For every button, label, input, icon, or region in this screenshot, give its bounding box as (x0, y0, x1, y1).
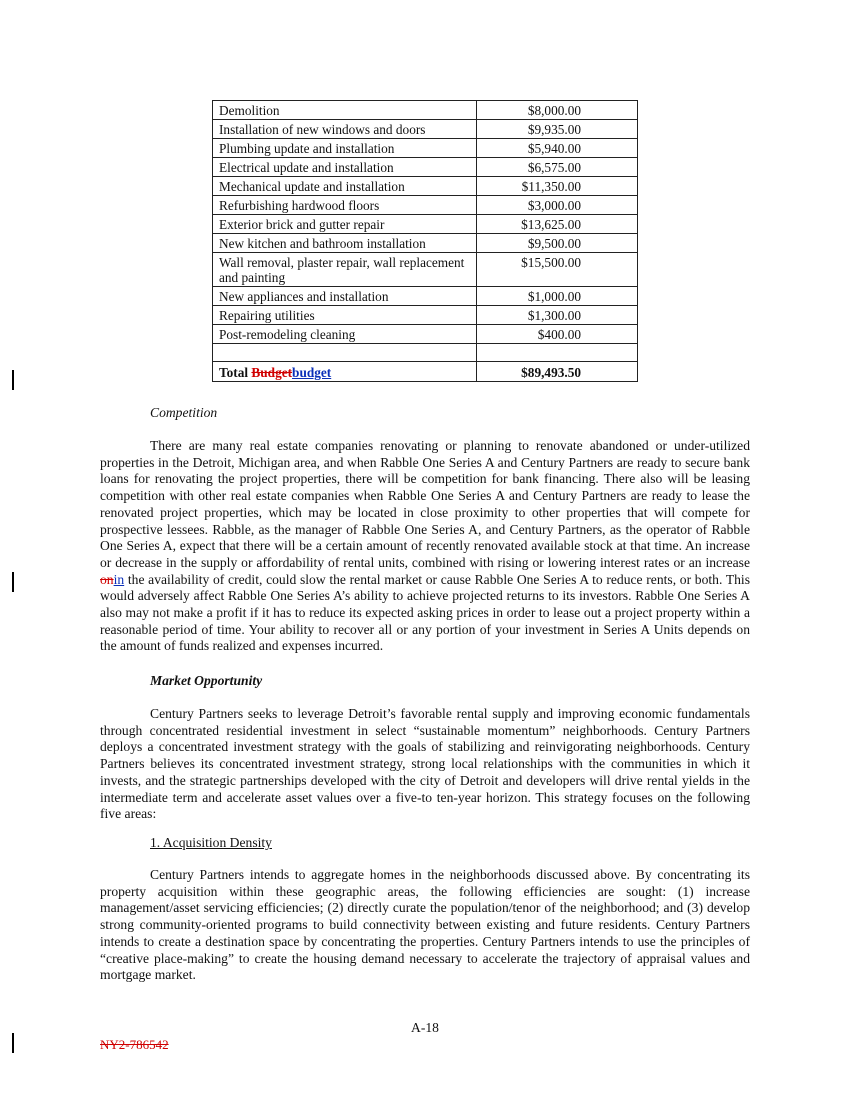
budget-amount: $1,000.00 (477, 287, 638, 306)
document-id: NY2-786542 (100, 1037, 169, 1052)
market-opportunity-paragraph: Century Partners seeks to leverage Detroit’s favorable rental supply and improving economic fundamentals through concentrated residential investment in select “sustainable momentum” neighborhoods. Century Partners deploys a concentrated investment strategy with the goals of stabilizing and reinvigorating neighborhoods. Century Partners believes its concentrated investment strategy, strong local relationships with the communities in which it invests, and the strategic partnerships developed with the city of Detroit and developers will drive rental yields in the intermediate term and accelerate asset values over a five-to ten-year horizon. This strategy focuses on the following five areas: (100, 706, 750, 822)
competition-heading: Competition (150, 405, 218, 420)
budget-amount: $15,500.00 (477, 253, 638, 287)
paragraph-text: the availability of credit, could slow the rental market or cause Rabble One Series A to reduce rents, or both. This would adversely affect Rabble One Series A’s ability to achieve projected returns to its investors. Rabble One Series A also may not make a profit if it has to reduce its expected asking prices in order to lease out a project property within a reasonable period of time. Your ability to recover all or any portion of your investment in Series A Units depends on the amount of funds realized and expenses incurred. (100, 571, 750, 654)
total-label: Total (219, 365, 252, 380)
change-bar (12, 572, 14, 592)
table-row (213, 234, 638, 253)
table-cell (213, 344, 477, 362)
page-number: A-18 (411, 1020, 439, 1035)
table-row-blank (213, 344, 638, 362)
budget-amount: $1,300.00 (477, 306, 638, 325)
budget-item: Installation of new windows and doors (213, 120, 477, 139)
budget-amount: $5,940.00 (477, 139, 638, 158)
table-row (213, 177, 638, 196)
inserted-text: budget (292, 365, 332, 380)
budget-item: Post-remodeling cleaning (213, 325, 477, 344)
budget-item: Demolition (213, 101, 477, 120)
table-row (213, 139, 638, 158)
table-row (213, 215, 638, 234)
table-row (213, 158, 638, 177)
table-row (213, 101, 638, 120)
table-row (213, 306, 638, 325)
competition-paragraph (100, 438, 750, 655)
market-opportunity-heading: Market Opportunity (150, 673, 263, 688)
table-row (213, 253, 638, 287)
budget-amount: $11,350.00 (477, 177, 638, 196)
change-bar (12, 370, 14, 390)
budget-amount: $8,000.00 (477, 101, 638, 120)
deleted-text: on (100, 571, 114, 587)
total-amount: $89,493.50 (477, 362, 638, 382)
budget-table-body (213, 101, 638, 344)
budget-amount: $9,500.00 (477, 234, 638, 253)
budget-item: Refurbishing hardwood floors (213, 196, 477, 215)
table-row (213, 287, 638, 306)
change-bar (12, 1033, 14, 1053)
budget-item: New appliances and installation (213, 287, 477, 306)
acquisition-density-heading: 1. Acquisition Density (150, 835, 272, 850)
paragraph-text: There are many real estate companies renovating or planning to renovate abandoned or under-utilized properties in the Detroit, Michigan area, and when Rabble One Series A and Century Partners are ready to secure bank loans for renovating the project properties, there will be competition for bank financing. There also will be leasing competition with other real estate companies when Rabble One Series A and Century Partners are ready to lease the renovated project properties, which may be located in close proximity to other properties that will compete for prospective lessees. Rabble, as the manager of Rabble One Series A, and Century Partners, as the operator of Rabble One Series A, expect that there will be a certain amount of recently renovated available stock at that time. An increase or decrease in the supply or affordability of rental units, combined with rising or lowering interest rates or an increase (100, 438, 750, 570)
inserted-text: in (113, 571, 125, 587)
budget-item: Wall removal, plaster repair, wall replacement and painting (213, 253, 477, 287)
budget-item: Plumbing update and installation (213, 139, 477, 158)
budget-amount: $400.00 (477, 325, 638, 344)
budget-item: Repairing utilities (213, 306, 477, 325)
table-row-total (213, 362, 638, 382)
budget-amount: $13,625.00 (477, 215, 638, 234)
acquisition-density-paragraph: Century Partners intends to aggregate homes in the neighborhoods discussed above. By concentrating its property acquisition within these geographic areas, the following efficiencies are sought: (1) increase management/asset servicing efficiencies; (2) directly curate the population/tenor of the neighborhood; and (3) develop strong community-oriented programs to build connectivity between existing and future residents. Century Partners intends to create a destination space by concentrating the properties. Century Partners intends to use the principles of “creative place-making” to create the housing demand necessary to accelerate the trajectory of appraisal values and mortgage market. (100, 867, 750, 983)
budget-amount: $3,000.00 (477, 196, 638, 215)
table-row (213, 196, 638, 215)
table-row (213, 120, 638, 139)
deleted-text: Budget (251, 365, 293, 380)
budget-item: Exterior brick and gutter repair (213, 215, 477, 234)
budget-amount: $6,575.00 (477, 158, 638, 177)
budget-item: Electrical update and installation (213, 158, 477, 177)
table-cell (477, 344, 638, 362)
budget-table (212, 100, 638, 382)
total-label-cell (213, 362, 477, 382)
table-row (213, 325, 638, 344)
budget-amount: $9,935.00 (477, 120, 638, 139)
budget-item: New kitchen and bathroom installation (213, 234, 477, 253)
budget-item: Mechanical update and installation (213, 177, 477, 196)
